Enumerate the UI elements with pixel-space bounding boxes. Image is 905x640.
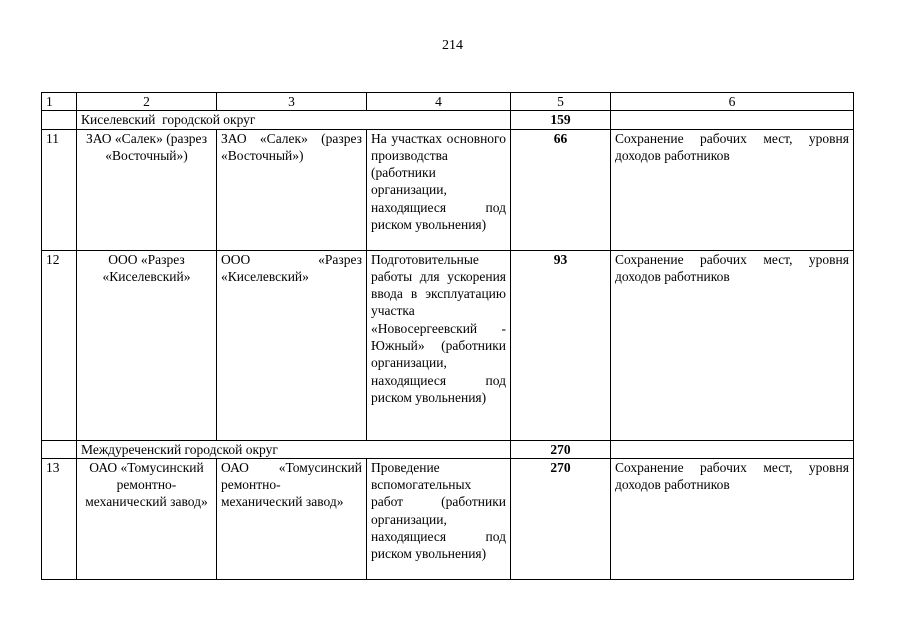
activity-cell: На участках основного производства (работники организации, находящиеся под риском увольнения) — [367, 129, 511, 250]
employer-cell: ОАО «Томусинский ремонтно-механический завод» — [217, 458, 367, 579]
region-row — [42, 111, 854, 129]
header-cell: 2 — [77, 93, 217, 111]
header-cell: 1 — [42, 93, 77, 111]
region-name: Киселевский городской округ — [77, 111, 511, 129]
goal-cell: Сохранение рабочих мест, уровня доходов работников — [611, 250, 854, 440]
organization-cell: ООО «Разрез «Киселевский» — [77, 250, 217, 440]
data-table — [41, 92, 854, 580]
organization-cell: ОАО «Томусинский ремонтно-механический завод» — [77, 458, 217, 579]
header-cell: 5 — [511, 93, 611, 111]
count-cell: 66 — [511, 129, 611, 250]
count-cell: 270 — [511, 458, 611, 579]
table-row — [42, 250, 854, 440]
region-total: 270 — [511, 440, 611, 458]
table-row — [42, 129, 854, 250]
activity-cell: Подготовительные работы для ускорения ввода в эксплуатацию участка «Новосергеевский - Южный» (работники организации, находящиеся под риском увольнения) — [367, 250, 511, 440]
table-row — [42, 458, 854, 579]
region-name: Междуреченский городской округ — [77, 440, 511, 458]
row-number: 11 — [42, 129, 77, 250]
activity-cell: Проведение вспомогательных работ (работники организации, находящиеся под риском увольнения) — [367, 458, 511, 579]
employer-cell: ЗАО «Салек» (разрез «Восточный») — [217, 129, 367, 250]
header-cell: 4 — [367, 93, 511, 111]
organization-cell: ЗАО «Салек» (разрез «Восточный») — [77, 129, 217, 250]
header-cell: 3 — [217, 93, 367, 111]
count-cell: 93 — [511, 250, 611, 440]
table-header-row — [42, 93, 854, 111]
row-number: 12 — [42, 250, 77, 440]
region-row — [42, 440, 854, 458]
goal-cell: Сохранение рабочих мест, уровня доходов работников — [611, 129, 854, 250]
goal-cell: Сохранение рабочих мест, уровня доходов работников — [611, 458, 854, 579]
header-cell: 6 — [611, 93, 854, 111]
page-number: 214 — [442, 38, 463, 53]
row-number: 13 — [42, 458, 77, 579]
region-total: 159 — [511, 111, 611, 129]
employer-cell: ООО «Разрез «Киселевский» — [217, 250, 367, 440]
